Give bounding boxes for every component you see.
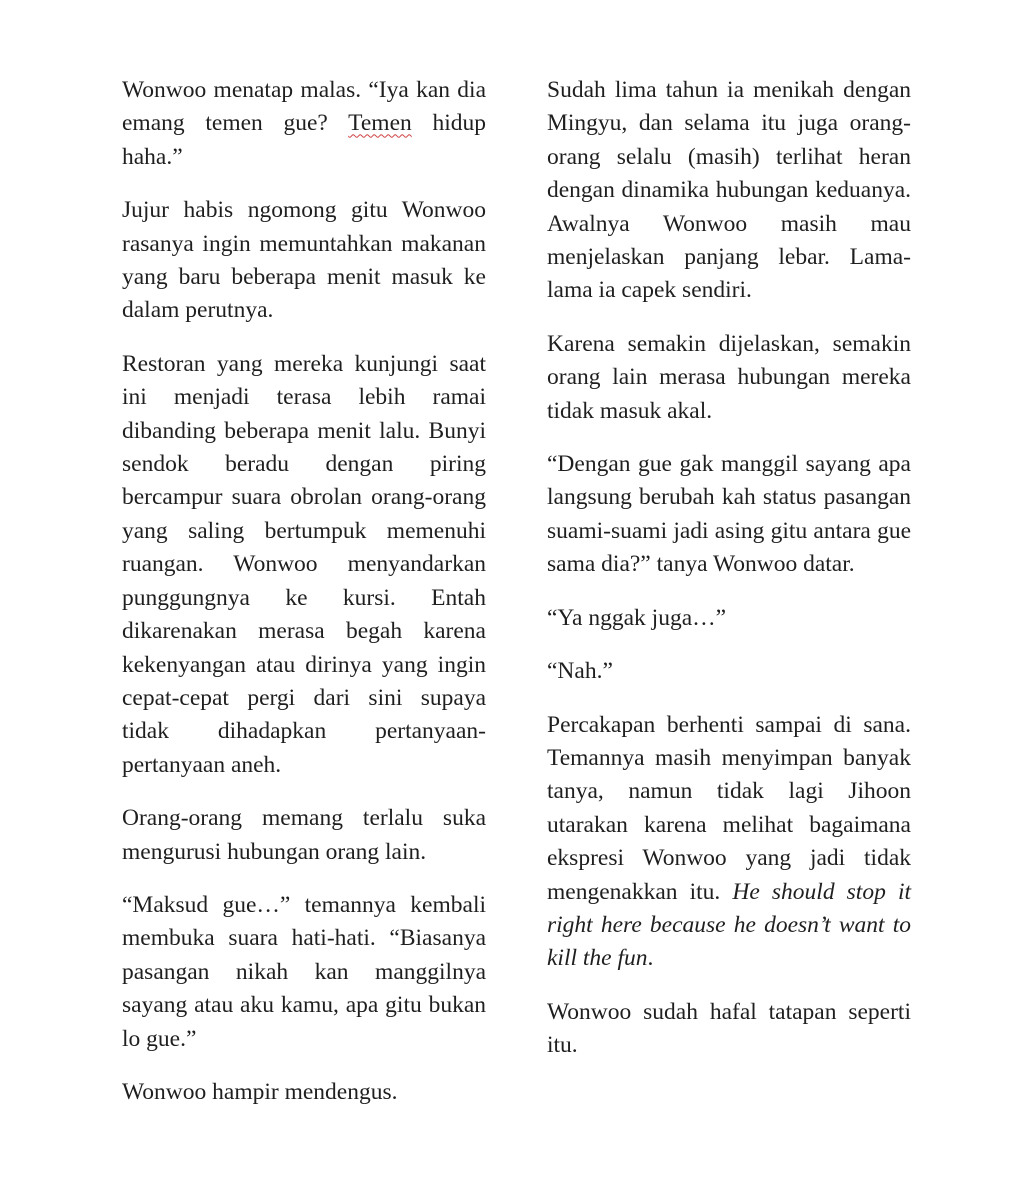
italic-text: He should stop it right here because he doesn’t want to kill the fun — [547, 878, 911, 972]
paragraph-text: Wonwoo menatap malas. “Iya kan dia emang temen gue? — [122, 77, 486, 137]
paragraph: Wonwoo hampir mendengus. — [122, 1078, 398, 1105]
paragraph: “Ya nggak juga…” — [547, 604, 727, 631]
paragraph: Sudah lima tahun ia menikah dengan Mingyu, dan selama itu juga orang-orang selalu (masih) terlihat heran dengan dinamika hubungan keduanya. Awalnya Wonwoo masih mau menjelaskan panjang lebar. Lama-lama ia capek sendiri. — [547, 77, 911, 304]
paragraph-text: . — [647, 945, 654, 972]
paragraph: “Maksud gue…” temannya kembali membuka suara hati-hati. “Biasanya pasangan nikah kan manggilnya sayang atau aku kamu, apa gitu bukan lo gue.” — [122, 891, 486, 1052]
paragraph: Orang-orang memang terlalu suka mengurusi hubungan orang lain. — [122, 805, 486, 865]
paragraph: Wonwoo sudah hafal tatapan seperti itu. — [547, 998, 911, 1059]
paragraph: Restoran yang mereka kunjungi saat ini menjadi terasa lebih ramai dibanding beberapa menit lalu. Bunyi sendok beradu dengan piring bercampur suara obrolan orang-orang yang saling bertumpuk memenuhi ruangan. Wonwoo menyandarkan punggungnya ke kursi. Entah dikarenakan merasa begah karena kekenyangan atau dirinya yang ingin cepat-cepat pergi dari sini supaya tidak dihadapkan pertanyaan-pertanyaan aneh. — [122, 350, 486, 778]
paragraph-text: Percakapan berhenti sampai di sana. Temannya masih menyimpan banyak tanya, namun tidak lagi Jihoon utarakan karena melihat bagaimana ekspresi Wonwoo yang jadi tidak mengenakkan itu. — [547, 711, 911, 905]
paragraph: “Dengan gue gak manggil sayang apa langsung berubah kah status pasangan suami-suami jadi asing gitu antara gue sama dia?” tanya Wonwoo datar. — [547, 451, 911, 578]
spellcheck-underlined-word: Temen — [348, 110, 412, 137]
left-column — [122, 74, 486, 1129]
paragraph-text: hidup haha.” — [122, 110, 486, 170]
paragraph: Karena semakin dijelaskan, semakin orang lain merasa hubungan mereka tidak masuk akal. — [547, 330, 911, 424]
right-column — [547, 74, 911, 1083]
paragraph — [547, 709, 911, 976]
paragraph — [122, 74, 486, 174]
paragraph: “Nah.” — [547, 658, 613, 685]
paragraph: Jujur habis ngomong gitu Wonwoo rasanya ingin memuntahkan makanan yang baru beberapa menit masuk ke dalam perutnya. — [122, 197, 486, 324]
